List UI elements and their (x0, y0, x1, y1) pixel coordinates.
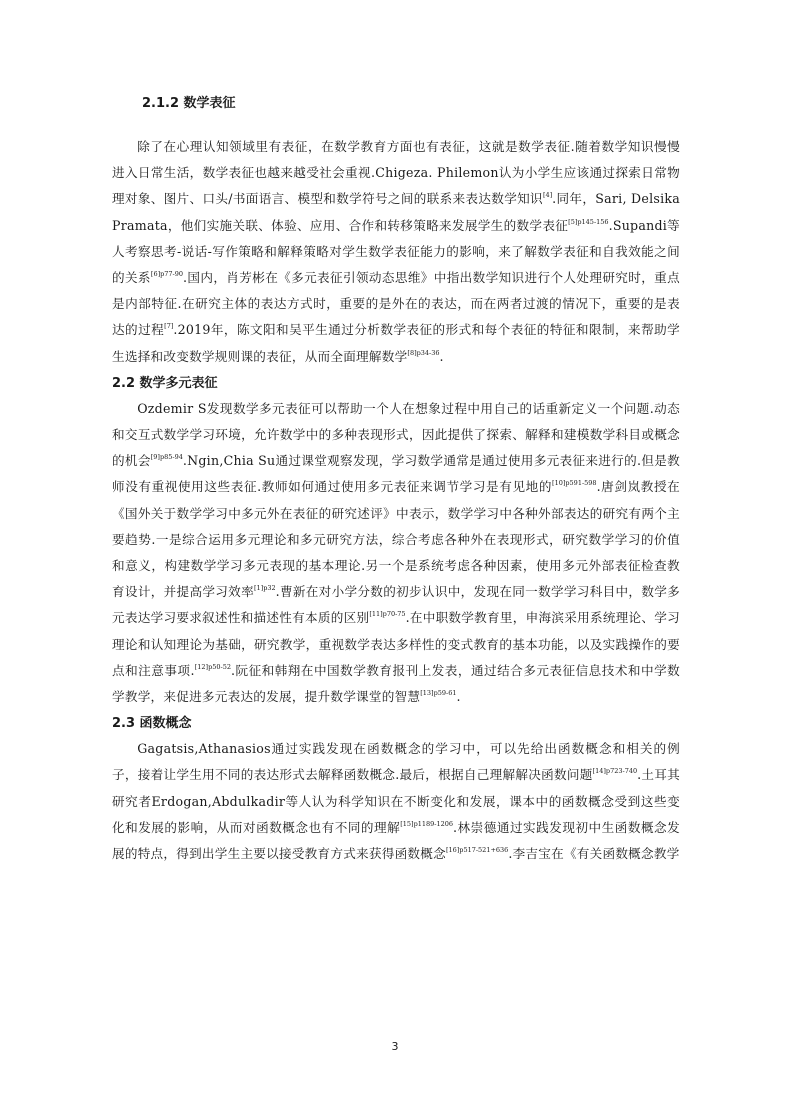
paper-page (112, 92, 680, 869)
citation: [16]p517-521+636 (445, 846, 509, 855)
citation: [5]p145-156 (568, 217, 609, 226)
paragraph-text: . (439, 348, 444, 364)
section-heading-2-1-2: 2.1.2 数学表征 (142, 96, 236, 111)
paragraph-mathematical-representation (112, 134, 680, 370)
citation: [4] (542, 191, 553, 200)
paragraph-text: .Ngin,Chia Su通过课堂观察发现，学习数学通常是通过使用多元表征来进行的.但是教师没有重视使用这些表征.教师如何通过使用多元表征来调节学习是有见地的 (112, 453, 680, 495)
paragraph-text: .国内，肖芳彬在《多元表征引领动态思维》中指出数学知识进行个人处理研究时，重点是内部特征.在研究主体的表达方式时，重要的是外在的表达，而在两者过渡的情况下，重要的是表达的过程 (112, 270, 680, 338)
citation: [1]p32 (253, 584, 276, 593)
citation: [11]p70-75 (369, 610, 406, 619)
paragraph-text: .在中职数学教育里，申海滨采用系统理论、学习理论和认知理论为基础，研究教学，重视数学表达多样性的变式教育的基本功能，以及实践操作的要点和注意事项. (112, 610, 680, 678)
page-number: 3 (391, 1040, 399, 1053)
paragraph-function-concept (112, 736, 680, 867)
paragraph-text: .李吉宝在《有关函数概念教学 (508, 846, 680, 862)
citation: [10]p591-598 (552, 479, 597, 488)
paragraph-text: .2019年，陈文阳和吴平生通过分析数学表征的形式和每个表征的特征和限制，来帮助学生选择和改变数学规则课的表征，从而全面理解数学 (112, 322, 681, 364)
citation: [7] (164, 322, 174, 331)
paragraph-text: .土耳其研究者Erdogan,Abdulkadir等人认为科学知识在不断变化和发展，课本中的函数概念受到这些变化和发展的影响，从而对函数概念也有不同的理解 (112, 767, 680, 835)
paragraph-text: .曹新在对小学分数的初步认识中，发现在同一数学学习科目中，数学多元表达学习要求叙述性和描述性有本质的区别 (112, 584, 680, 626)
paragraph-text: .同年，Sari, Delsika Pramata，他们实施关联、体验、应用、合作和转移策略来发展学生的数学表征 (112, 191, 680, 233)
citation: [6]p77-90 (150, 270, 184, 279)
paragraph-text: . (456, 689, 461, 705)
paragraph-text: 除了在心理认知领域里有表征，在数学教育方面也有表征，这就是数学表征.随着数学知识慢慢进入日常生活，数学表征也越来越受社会重视.Chigeza. Philemon认为小学生应该通过探索日常物理对象、图片、口头/书面语言、模型和数学符号之间的联系来表达数学知识 (112, 139, 680, 207)
citation: [9]p85-94 (150, 453, 183, 462)
citation: [14]p723-740 (592, 767, 638, 776)
citation: [12]p50-52 (194, 662, 231, 671)
paragraph-text: Gagatsis,Athanasios通过实践发现在函数概念的学习中，可以先给出函数概念和相关的例子，接着让学生用不同的表达形式去解释函数概念.最后，根据自己理解解决函数问题 (112, 741, 680, 783)
section-heading-2-2: 2.2 数学多元表征 (112, 375, 218, 391)
section-heading-2-3: 2.3 函数概念 (112, 716, 192, 732)
citation: [15]p1189-1206 (400, 819, 454, 828)
citation: [8]p34-36 (407, 348, 440, 357)
paragraph-text: .林崇德通过实践发现初中生函数概念发展的特点，得到出学生主要以接受教育方式来获得函数概念 (112, 819, 681, 862)
paragraph-text: .唐剑岚教授在《国外关于数学学习中多元外在表征的研究述评》中表示，数学学习中各种外部表达的研究有两个主要趋势.一是综合运用多元理论和多元研究方法，综合考虑各种外在表现形式，研究数学学习的价值和意义，构建数学学习多元表现的基本理论.另一个是系统考虑各种因素，使用多元外部表征检查教育设计，并提高学习效率 (112, 479, 680, 600)
paragraph-multiple-representation (112, 396, 680, 710)
paragraph-text: Ozdemir S发现数学多元表征可以帮助一个人在想象过程中用自己的话重新定义一个问题.动态和交互式数学学习环境，允许数学中的多种表现形式，因此提供了探索、解释和建模数学科目或概念的机会 (112, 400, 680, 469)
paragraph-text: .阮征和韩翔在中国数学教育报刊上发表，通过结合多元表征信息技术和中学数学教学，来促进多元表达的发展，提升数学课堂的智慧 (112, 662, 680, 705)
paragraph-text: .Supandi等人考察思考-说话-写作策略和解释策略对学生数学表征能力的影响，来了解数学表征和自我效能之间的关系 (112, 217, 680, 286)
citation: [13]p59-61 (420, 689, 457, 698)
